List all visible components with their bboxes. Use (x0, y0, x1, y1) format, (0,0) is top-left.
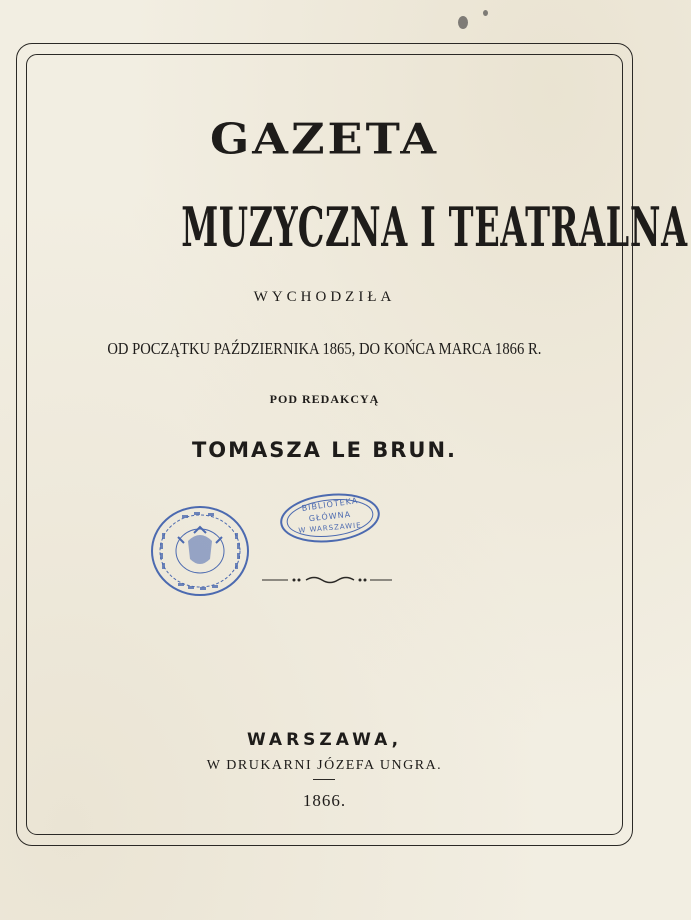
imprint-city: WARSZAWA, (246, 730, 403, 750)
library-seal-stamp (148, 503, 252, 599)
decorative-ornament (262, 574, 392, 586)
stamp-line-3: W WARSZAWIE (298, 521, 362, 535)
subtitle: WYCHODZIŁA (253, 289, 396, 305)
ink-spot (483, 10, 488, 16)
publication-period (26, 339, 623, 359)
title-line-1: GAZETA (209, 114, 440, 164)
stamp-line-2: GŁÓWNA (308, 509, 352, 524)
editor-intro: POD REDAKCYĄ (269, 392, 380, 406)
publication-period-text: OD POCZĄTKU PAŹDZIERNIKA 1865, DO KOŃCA MARCA 1866 R. (107, 339, 542, 358)
ink-spot (458, 16, 468, 29)
editor-name: TOMASZA LE BRUN. (191, 438, 458, 462)
imprint-year: 1866. (302, 791, 347, 810)
title-line-2-text: MUZYCZNA I TEATRALNA (181, 195, 688, 259)
library-oval-stamp (278, 492, 382, 544)
imprint-rule (313, 779, 335, 780)
imprint-printer: W DRUKARNI JÓZEFA UNGRA. (206, 758, 443, 773)
stamp-line-1: BIBLIOTEKA (301, 496, 359, 513)
title-line-2 (26, 192, 688, 262)
